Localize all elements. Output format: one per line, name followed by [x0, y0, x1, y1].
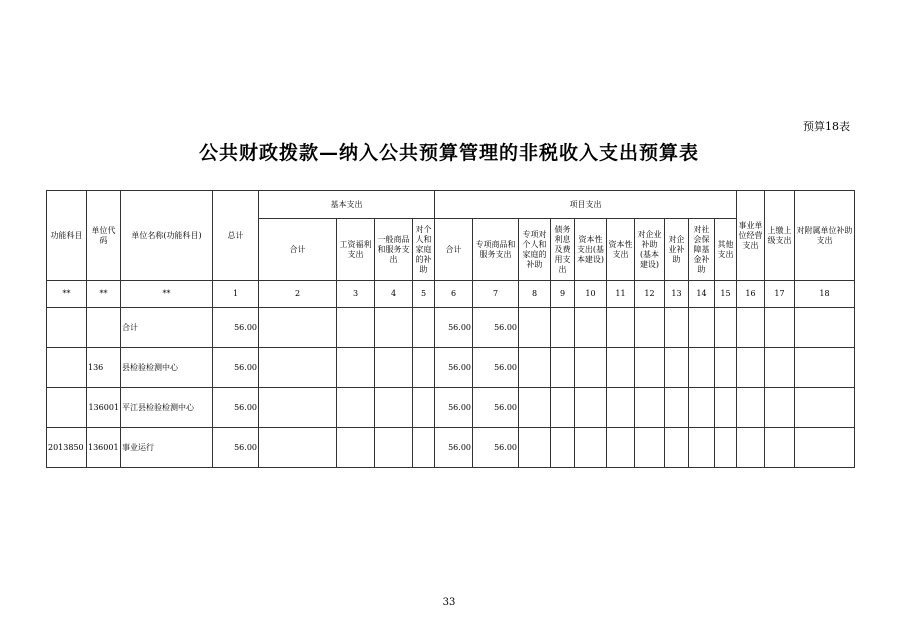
header-unit-name: 单位名称(功能科目) — [121, 191, 213, 281]
header-basic-total: 合计 — [259, 219, 337, 281]
table-row — [47, 388, 855, 428]
cell-func-subject — [47, 348, 87, 388]
header-basic-salary: 工资福利支出 — [337, 219, 375, 281]
cell-proj-total: 56.00 — [435, 308, 473, 348]
header-proj-other: 其他支出 — [715, 219, 737, 281]
column-index-row — [47, 281, 855, 308]
header-unit-code: 单位代码 — [87, 191, 121, 281]
column-index-cell: 2 — [259, 281, 337, 308]
header-proj-debt: 债务利息及费用支出 — [551, 219, 575, 281]
column-index-cell: 5 — [413, 281, 435, 308]
header-func-subject: 功能科目 — [47, 191, 87, 281]
column-index-cell: 7 — [473, 281, 519, 308]
cell-unit-code — [87, 308, 121, 348]
column-index-cell: 8 — [519, 281, 551, 308]
cell-unit-name: 合计 — [121, 308, 213, 348]
column-index-cell: 14 — [689, 281, 715, 308]
column-index-cell: 15 — [715, 281, 737, 308]
header-proj-social: 对社会保障基金补助 — [689, 219, 715, 281]
cell-unit-name: 平江县检验检测中心 — [121, 388, 213, 428]
header-total: 总计 — [213, 191, 259, 281]
cell-proj-total: 56.00 — [435, 388, 473, 428]
page-number: 33 — [442, 597, 456, 608]
cell-proj-total: 56.00 — [435, 428, 473, 468]
table-row — [47, 348, 855, 388]
header-basic-personal: 对个人和家庭的补助 — [413, 219, 435, 281]
cell-total: 56.00 — [213, 348, 259, 388]
budget-table — [46, 190, 855, 468]
column-index-cell: 13 — [665, 281, 689, 308]
cell-func-subject: 2013850 — [47, 428, 87, 468]
header-affiliate: 对附属单位补助支出 — [795, 191, 855, 281]
header-proj-goods: 专项商品和服务支出 — [473, 219, 519, 281]
table-row — [47, 308, 855, 348]
cell-unit-code: 136 — [87, 348, 121, 388]
column-index-cell: 12 — [635, 281, 665, 308]
column-index-cell: 1 — [213, 281, 259, 308]
header-upper: 上缴上级支出 — [765, 191, 795, 281]
cell-proj-goods: 56.00 — [473, 308, 519, 348]
cell-total: 56.00 — [213, 388, 259, 428]
column-index-cell: 6 — [435, 281, 473, 308]
cell-func-subject — [47, 388, 87, 428]
column-index-cell: ** — [121, 281, 213, 308]
header-proj-ent-basic: 对企业补助(基本建设) — [635, 219, 665, 281]
header-project-group: 项目支出 — [435, 191, 737, 219]
form-number-label: 预算18表 — [803, 120, 850, 133]
column-index-cell: ** — [87, 281, 121, 308]
cell-proj-goods: 56.00 — [473, 428, 519, 468]
table-row — [47, 428, 855, 468]
column-index-cell: 17 — [765, 281, 795, 308]
cell-func-subject — [47, 308, 87, 348]
column-index-cell: 9 — [551, 281, 575, 308]
column-index-cell: 16 — [737, 281, 765, 308]
cell-unit-name: 县检验检测中心 — [121, 348, 213, 388]
cell-unit-code: 136001 — [87, 388, 121, 428]
cell-total: 56.00 — [213, 428, 259, 468]
column-index-cell: ** — [47, 281, 87, 308]
page-title: 公共财政拨款—纳入公共预算管理的非税收入支出预算表 — [198, 142, 699, 164]
cell-proj-goods: 56.00 — [473, 348, 519, 388]
header-proj-capital-basic: 资本性支出(基本建设) — [575, 219, 607, 281]
column-index-cell: 3 — [337, 281, 375, 308]
column-index-cell: 4 — [375, 281, 413, 308]
header-basic-goods: 一般商品和服务支出 — [375, 219, 413, 281]
cell-unit-name: 事业运行 — [121, 428, 213, 468]
column-index-cell: 11 — [607, 281, 635, 308]
header-proj-ent: 对企业补助 — [665, 219, 689, 281]
cell-proj-total: 56.00 — [435, 348, 473, 388]
cell-unit-code: 136001 — [87, 428, 121, 468]
column-index-cell: 10 — [575, 281, 607, 308]
header-proj-capital: 资本性支出 — [607, 219, 635, 281]
header-proj-total: 合计 — [435, 219, 473, 281]
cell-total: 56.00 — [213, 308, 259, 348]
cell-proj-goods: 56.00 — [473, 388, 519, 428]
header-proj-personal: 专项对个人和家庭的补助 — [519, 219, 551, 281]
header-basic-group: 基本支出 — [259, 191, 435, 219]
column-index-cell: 18 — [795, 281, 855, 308]
header-operating: 事业单位经营支出 — [737, 191, 765, 281]
